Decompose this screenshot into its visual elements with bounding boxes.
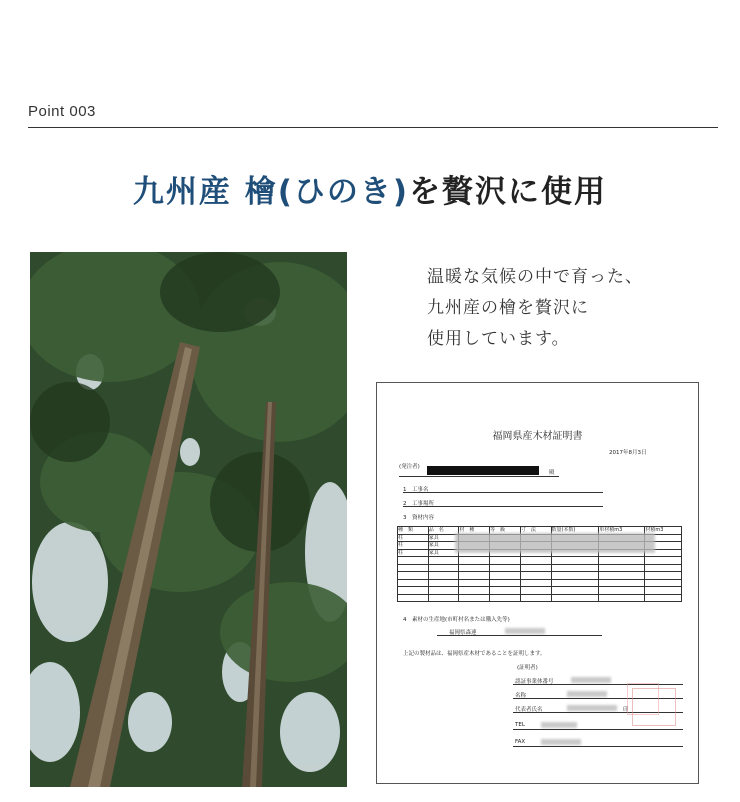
certificate-title: 福岡県産木材証明書 <box>492 431 583 442</box>
origin-value: 福岡県森連 <box>449 630 477 636</box>
table-header: 材 種 <box>459 527 490 535</box>
redacted-name <box>427 466 539 475</box>
table-header: 等 級 <box>490 527 521 535</box>
item-project: 1 工事名 <box>403 487 429 493</box>
description <box>427 262 643 355</box>
divider <box>28 127 718 128</box>
red-seal-stamp <box>627 683 659 715</box>
certifier-field: FAX <box>515 739 526 745</box>
blurred-value <box>567 705 617 711</box>
title-rest: を贅沢に使用 <box>409 174 608 210</box>
blurred-value <box>505 628 545 634</box>
cypress-tree-photo <box>30 252 347 787</box>
blurred-values <box>455 533 655 553</box>
underline <box>403 506 603 507</box>
seal-mark: 印 <box>623 707 629 713</box>
description-line: 使用しています。 <box>427 329 570 349</box>
title-highlight: 九州産 檜(ひのき) <box>132 174 410 210</box>
blurred-value <box>541 739 581 745</box>
timber-certificate <box>376 382 699 784</box>
point-label: Point 003 <box>28 103 96 120</box>
blurred-value <box>571 677 611 683</box>
table-cell: 家具 <box>428 542 459 550</box>
cypress-tree-image <box>30 252 347 787</box>
item-location: 2 工事場所 <box>403 501 434 507</box>
table-header: 単材積m3 <box>599 527 645 535</box>
certifier-field: 名称 <box>515 693 527 699</box>
table-cell: 家具 <box>428 534 459 542</box>
table-header: 種 類 <box>398 527 429 535</box>
certifier-field: 認証事業体番号 <box>515 679 554 685</box>
underline <box>399 476 559 477</box>
table-header: 寸 法 <box>520 527 551 535</box>
table-cell: 柱 <box>398 542 429 550</box>
certificate-statement: 上記の製材品は、福岡県産木材であることを証明します。 <box>403 651 546 657</box>
addressee-prefix: (発注者) <box>399 464 420 470</box>
underline <box>513 746 683 747</box>
origin-label: 4 素材の生産地(市町村名または購入先等) <box>403 617 510 623</box>
certificate-date: 2017年8月3日 <box>609 450 647 456</box>
underline <box>513 729 683 730</box>
description-line: 温暖な気候の中で育った、 <box>427 267 643 287</box>
table-header: 数量(本数) <box>551 527 599 535</box>
blurred-value <box>541 722 577 728</box>
certifier-field: 代表者氏名 <box>515 707 543 713</box>
addressee-suffix: 殿 <box>549 470 555 476</box>
item-materials: 3 資材内容 <box>403 515 434 521</box>
blurred-value <box>567 691 607 697</box>
certifier-field: TEL <box>515 722 525 728</box>
underline <box>437 635 602 636</box>
table-cell: 柱 <box>398 534 429 542</box>
certifier-label: (証明者) <box>517 665 538 671</box>
table-cell: 柱 <box>398 549 429 557</box>
table-cell: 家具 <box>428 549 459 557</box>
table-header: 品 名 <box>428 527 459 535</box>
underline <box>403 492 603 493</box>
section-title <box>0 166 740 211</box>
table-header: 材積m3 <box>645 527 682 535</box>
description-line: 九州産の檜を贅沢に <box>427 298 589 318</box>
